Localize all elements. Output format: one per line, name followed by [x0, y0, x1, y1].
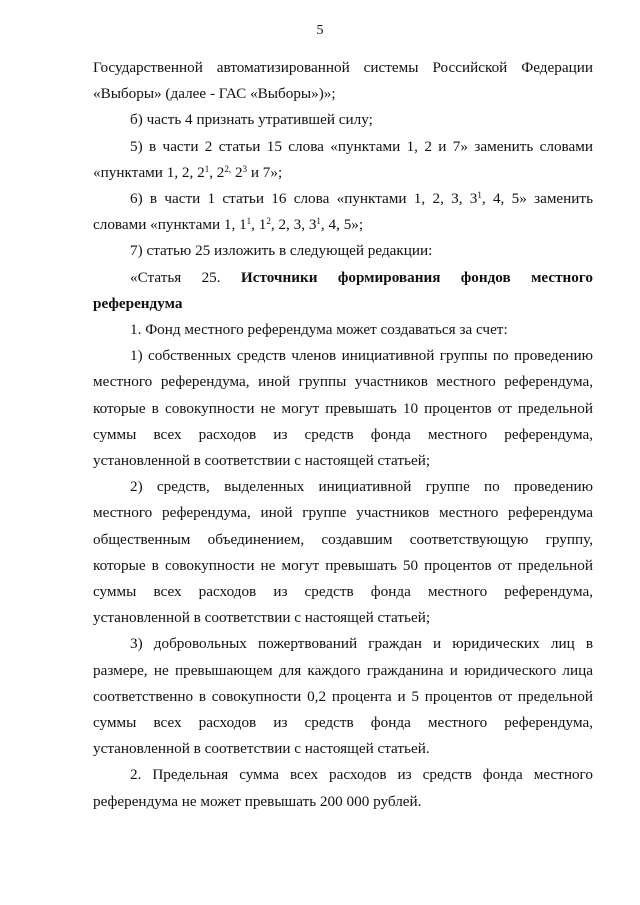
article-part-1-item-1: 1) собственных средств членов инициативной группы по проведению местного референдума, иной группы участников местного референдума, которые в совокупности не могут превышать 10 процентов от предельной суммы всех расходов из средств фонда местного референдума, установленной в соответствии с настоящей статьей; [93, 347, 593, 470]
item-7: 7) статью 25 изложить в следующей редакции: [130, 242, 433, 260]
article-part-2: 2. Предельная сумма всех расходов из средств фонда местного референдума не может превышать 200 000 рублей. [93, 766, 593, 810]
article-heading-title: Источники формирования фондов местного референдума [93, 268, 593, 312]
article-part-1-item-2: 2) средств, выделенных инициативной группе по проведению местного референдума, иной группе участников местного референдума общественным объединением, создавшим соответствующую группу, которые в совокупности не могут превышать 50 процентов от предельной суммы всех расходов из средств фонда местного референдума, установленной в соответствии с настоящей статьей; [93, 478, 593, 627]
article-part-1-item-3: 3) добровольных пожертвований граждан и юридических лиц в размере, не превышающем для каждого гражданина и юридического лица соответственно в совокупности 0,2 процента и 5 процентов от предельной суммы всех расходов из средств фонда местного референдума, установленной в соответствии с настоящей статьей. [93, 635, 593, 758]
item-5: 5) в части 2 статьи 15 слова «пунктами 1, 2 и 7» заменить словами «пунктами 1, 2, $2^1$, $2^{2,}$ $2^3$ и 7»; [93, 137, 593, 181]
document-body [93, 55, 593, 815]
paragraph-continuation-line1: Государственной автоматизированной системы Российской Федерации [93, 59, 593, 76]
page-number: 5 [316, 23, 324, 38]
article-heading [93, 265, 593, 317]
item-6: 6) в части 1 статьи 16 слова «пунктами 1, 2, 3, $3^1$, 4, 5» заменить словами «пунктами 1, $1^1$, $1^2$, 2, 3, $3^1$, 4, 5»; [93, 190, 593, 234]
article-part-1: 1. Фонд местного референдума может создаваться за счет: [130, 321, 508, 339]
item-b: б) часть 4 признать утратившей силу; [130, 111, 373, 129]
paragraph-continuation-line2: «Выборы» (далее - ГАС «Выборы»)»; [93, 85, 336, 103]
article-heading-prefix: «Статья 25. [130, 268, 241, 286]
